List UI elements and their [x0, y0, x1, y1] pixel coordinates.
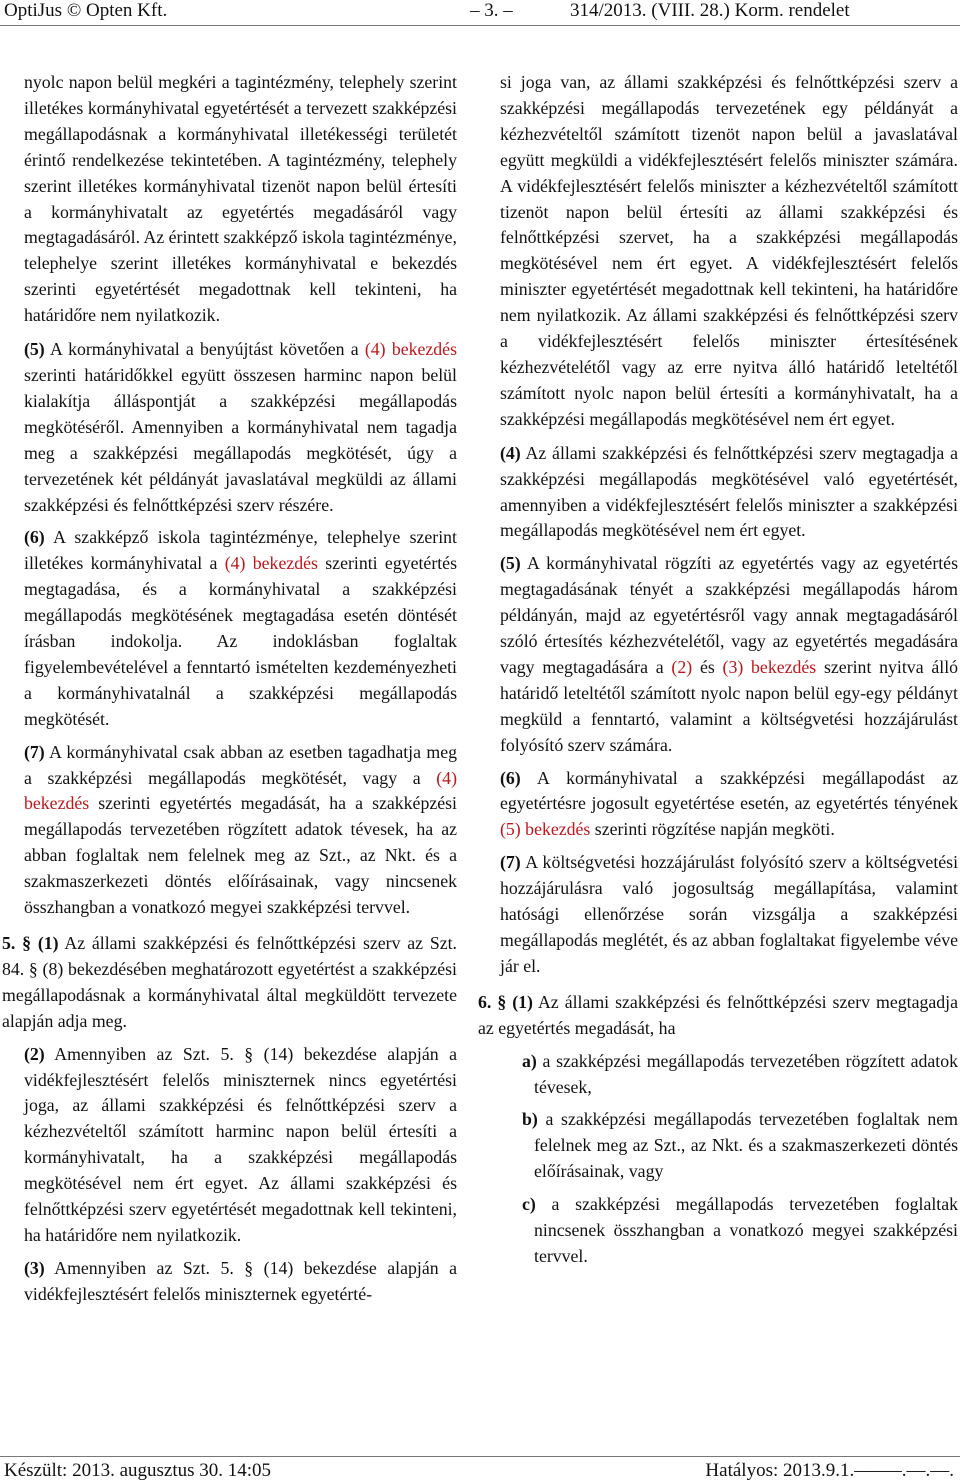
section-number: 6. § [478, 991, 507, 1012]
paragraph-number: (5) [24, 339, 45, 360]
header-rule [0, 25, 960, 26]
page-number: – 3. – [470, 0, 513, 21]
section-number: 5. § [2, 933, 32, 953]
paragraph-number: (5) [500, 553, 521, 574]
list-item: c) a szakképzési megállapodás tervezetében foglaltak nincsenek összhangban a vonatkozó megyei szakképzési tervvel. [522, 1194, 958, 1266]
page-header [0, 0, 960, 26]
effective-date: Hatályos: 2013.9.1.–––––.––.––. [705, 1460, 954, 1481]
paragraph-6: (6) A kormányhivatal a szakképzési megállapodást az egyetértésre jogosult egyetértése esetén, az egyetértés tényének (5) bekezdés szerinti rögzítése napján megköti. [500, 767, 958, 840]
paragraph-number: (7) [500, 852, 521, 873]
page-footer [0, 1456, 960, 1484]
paragraph-number: (1) [512, 991, 533, 1012]
left-column [2, 70, 458, 1315]
continued-paragraph: si joga van, az állami szakképzési és felnőttképzési szerv a szakképzési megállapodás tervezetének egy példányát a kézhezvételtől számított tizenöt napon belül a javaslatával együtt megküldi a vidékfejlesztésért felelős miniszter számára. A vidékfejlesztésért felelős miniszter a kézhezvételtől számított tizenöt napon belül értesíti az állami szakképzési és felnőttképzési szervet, ha a szakképzési megállapodás megkötésével nem ért egyet. A vidékfejlesztésért felelős miniszter egyetértését megadottnak kell tekinteni, ha határidőre nem nyilatkozik. Az állami szakképzési és felnőttképzési szerv a vidékfejlesztésért felelős miniszter értesítésének kézhezvételétől vagy az erre nyitva álló határidő leteltétől számított nyolc napon belül értesíti a kormányhivatalt, ha a szakképzési megállapodás megkötésével nem ért egyet. [500, 72, 958, 429]
reference-link[interactable]: (2) [671, 656, 693, 677]
section-5-paragraph-3: (3) Amennyiben az Szt. 5. § (14) bekezdése alapján a vidékfejlesztésért felelős miniszternek egyetérté- [24, 1257, 457, 1304]
publisher-label: OptiJus © Opten Kft. [4, 0, 168, 21]
paragraph-7: (7) A költségvetési hozzájárulást folyósító szerv a költségvetési hozzájárulásra való jogosultság megállapítása, valamint hatósági ellenőrzése során vizsgálja a szakképzési megállapodás meglétét, és az abban foglaltakat figyelembe véve jár el. [500, 852, 959, 976]
paragraph-number: (2) [24, 1043, 45, 1064]
reference-link[interactable]: (4) bekezdés [24, 767, 457, 814]
document-title: 314/2013. (VIII. 28.) Korm. rendelet [570, 0, 850, 21]
paragraph-number: (4) [500, 442, 521, 463]
created-timestamp: Készült: 2013. augusztus 30. 14:05 [4, 1460, 272, 1481]
list-item: b) a szakképzési megállapodás tervezetében foglaltak nem felelnek meg az Szt., az Nkt. és a szakmaszerkezeti döntés előírásainak, vagy [522, 1109, 958, 1182]
item-label: c) [522, 1194, 536, 1215]
paragraph-4: (4) Az állami szakképzési és felnőttképzési szerv megtagadja a szakképzési megállapodás megkötésével való egyetértését, amennyiben a vidékfejlesztésért felelős miniszter a szakképzési megállapodás megkötésével nem ért egyet. [500, 442, 959, 541]
paragraph-5: (5) A kormányhivatal rögzíti az egyetértés vagy az egyetértés megtagadásának tényét a szakképzési megállapodás három példányán, majd az egyetértésről vagy annak megtagadásáról szóló értesítés kézhezvételétől, vagy az egyetértés megadására vagy megtagadására a (2) és (3) bekezdés szerint nyitva álló határidő leteltétől számított nyolc napon belül egy-egy példányt megküld a fenntartó, valamint a költségvetési hozzájárulást folyósító szerv számára. [500, 553, 959, 755]
paragraph-number: (3) [24, 1257, 45, 1278]
reference-link[interactable]: (4) bekezdés [224, 553, 318, 574]
continued-paragraph: nyolc napon belül megkéri a tagintézmény, telephely szerint illetékes kormányhivatal egyetértését a tervezett szakképzési megállapodásnak a kormányhivatal illetékességi területét érintő rendelkezése tekintetében. A tagintézmény, telephely szerint illetékes kormányhivatal tizenöt napon belül értesíti a kormányhivatalt az egyetértés megadásáról vagy megtagadásáról. Az érintett szakképző iskola tagintézménye, telephelye szerint illetékes kormányhivatal e bekezdés szerinti egyetértését megadottnak kell tekinteni, ha határidőre nem nyilatkozik. [24, 72, 458, 326]
list-item: a) a szakképzési megállapodás tervezetében rögzített adatok tévesek, [522, 1050, 959, 1097]
paragraph-5: (5) A kormányhivatal a benyújtást követően a (4) bekezdés szerinti határidőkkel együtt összesen harminc napon belül kialakítja álláspontját a szakképzési megállapodás megkötéséről. Amennyiben a kormányhivatal nem tagadja meg a szakképzési megállapodás megkötését, úgy a tervezetének két példányát javaslatával megküldi az állami szakképzési és felnőttképzési szerv részére. [24, 339, 457, 515]
right-column [478, 70, 959, 1277]
reference-link[interactable]: (5) bekezdés [500, 819, 591, 840]
paragraph-number: (6) [24, 527, 45, 548]
item-label: b) [522, 1109, 538, 1130]
paragraph-7: (7) A kormányhivatal csak abban az esetben tagadhatja meg a szakképzési megállapodás megkötését, vagy a (4) bekezdés szerinti egyetértés megadását, ha a szakképzési megállapodás tervezetében rögzített adatok tévesek, ha az abban foglaltak nem felelnek meg az Szt., az Nkt. és a szakmaszerkezeti döntés előírásainak, vagy nincsenek összhangban a vonatkozó megyei szakképzési tervvel. [24, 741, 457, 918]
item-label: a) [522, 1050, 537, 1071]
paragraph-number: (1) [37, 933, 59, 953]
section-5-paragraph-1: 5. § (1) Az állami szakképzési és felnőttképzési szerv az Szt. 84. § (8) bekezdésében meghatározott egyetértést a szakképzési megállapodásnak a kormányhivatal által megküldött tervezete alapján adja meg. [2, 933, 458, 1031]
paragraph-number: (6) [500, 767, 521, 788]
reference-link[interactable]: (4) bekezdés [364, 339, 457, 360]
paragraph-6: (6) A szakképző iskola tagintézménye, telephelye szerint illetékes kormányhivatal a (4) bekezdés szerinti egyetértés megtagadása, és a kormányhivatal a szakképzési megállapodás megkötésének megtagadása esetén döntését írásban indokolja. Az indoklásban foglaltak figyelembevételével a fenntartó ismételten kezdeményezheti a kormányhivatalnál a szakképzési megállapodás megkötését. [24, 527, 457, 729]
footer-rule [0, 1456, 960, 1457]
paragraph-number: (7) [24, 741, 45, 762]
reference-link[interactable]: (3) bekezdés [722, 656, 817, 677]
section-6-paragraph-1: 6. § (1) Az állami szakképzési és felnőttképzési szerv megtagadja az egyetértés megadását, ha [478, 991, 958, 1038]
section-5-paragraph-2: (2) Amennyiben az Szt. 5. § (14) bekezdése alapján a vidékfejlesztésért felelős miniszternek nincs egyetértési joga, az állami szakképzési és felnőttképzési szerv a kézhezvételtől számított harminc napon belül értesíti a kormányhivatalt, ha a szakképzési megállapodás megkötésével nem ért egyet. Az állami szakképzési és felnőttképzési szerv egyetértését megadottnak kell tekinteni, ha határidőre nem nyilatkozik. [24, 1043, 457, 1245]
